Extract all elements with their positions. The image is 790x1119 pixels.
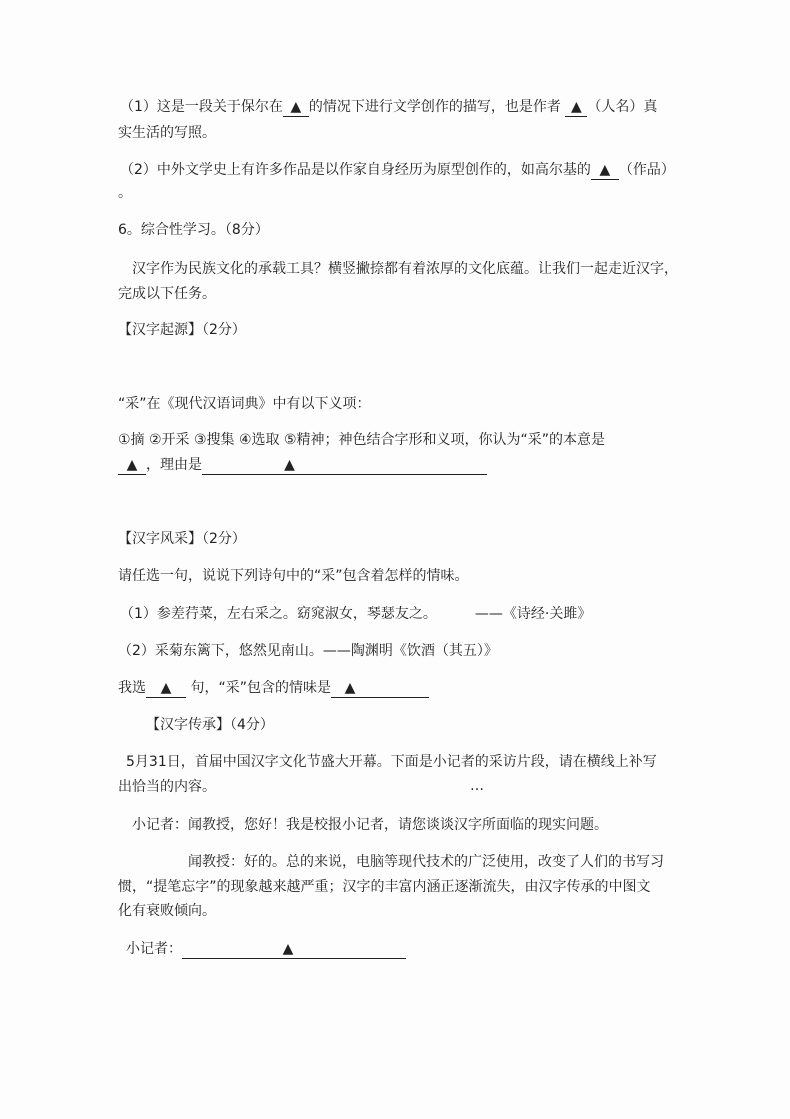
style-heading: 【汉字风采】（2分）: [118, 531, 246, 547]
style-poem1-text: （1）参差荇菜，左右采之。窈窕淑女，琴瑟友之。: [120, 606, 437, 622]
q5-sub2-line1: [120, 160, 675, 180]
q6-intro-line1: 汉字作为民族文化的承载工具？横竖撇捺都有着浓厚的文化底蕴。让我们一起走近汉字，: [132, 261, 678, 277]
q5-sub1-text-c: （人名）真: [587, 99, 658, 115]
q5-sub2-line2: 。: [118, 185, 132, 201]
origin-dict-line: “采”在《现代汉语词典》中有以下义项：: [118, 396, 371, 412]
inherit-prof-line3: 化有衰败倾向。: [118, 903, 216, 919]
origin-heading: 【汉字起源】（2分）: [118, 322, 246, 338]
q5-sub1-blank-1[interactable]: ▲: [283, 98, 309, 117]
style-answer-blank-2[interactable]: [331, 679, 429, 698]
inherit-reporter-answer-blank[interactable]: [182, 940, 406, 959]
q5-sub1-line1: [120, 97, 657, 117]
inherit-intro-line1: 5月31日，首届中国汉字文化节盛大开幕。下面是小记者的采访片段，请在横线上补写: [126, 754, 657, 770]
origin-reason-label: ，理由是: [146, 457, 202, 473]
origin-blank-2-mark: ▲: [284, 457, 295, 473]
origin-blank-2[interactable]: [202, 456, 487, 475]
q5-sub2-blank[interactable]: ▲: [591, 161, 619, 180]
q5-sub1-line2: 实生活的写照。: [118, 125, 216, 141]
inherit-reporter-answer: [126, 939, 406, 959]
style-poem1-source: ——《诗经·关雎》: [474, 606, 592, 622]
q5-sub2-text-a: （2）中外文学史上有许多作品是以作家自身经历为原型创作的，如高尔基的: [120, 162, 591, 178]
q5-sub1-text-a: （1）这是一段关于保尔在: [120, 99, 283, 115]
q6-heading: 6。综合性学习。（8分）: [118, 222, 269, 238]
inherit-reporter-answer-label: 小记者：: [126, 941, 182, 957]
inherit-reporter-line: 小记者：闻教授，您好！我是校报小记者，请您谈谈汉字所面临的现实问题。: [132, 817, 608, 833]
style-poem1: [120, 604, 591, 624]
inherit-prof-line1: 闻教授：好的。总的来说，电脑等现代技术的广泛使用，改变了人们的书写习: [188, 854, 664, 870]
origin-options-line: ①摘 ②开采 ③搜集 ④选取 ⑤精神；神色结合字形和义项，你认为“采”的本意是: [118, 432, 606, 448]
style-answer-text-a: 我选: [118, 680, 146, 696]
origin-answer-line: [118, 455, 487, 475]
style-answer-blank-2-mark: ▲: [344, 680, 356, 696]
inherit-reporter-answer-mark: ▲: [282, 941, 294, 957]
style-poem2: （2）采菊东篱下，悠然见南山。——陶渊明《饮酒（其五）》: [118, 643, 498, 659]
inherit-prof-line2: 惯，“提笔忘字”的现象越来越严重；汉字的丰富内涵正逐渐流失，由汉字传承的中图文: [118, 879, 651, 895]
style-answer-text-b: 句，“采”包含的情味是: [190, 680, 331, 696]
inherit-ellipsis: …: [470, 778, 484, 794]
q5-sub2-text-b: （作品）: [618, 162, 675, 178]
style-answer-blank-1[interactable]: ▲: [146, 679, 186, 698]
inherit-heading: 【汉字传承】（4分）: [146, 717, 274, 733]
q6-intro-line2: 完成以下任务。: [118, 286, 216, 302]
q5-sub1-blank-2[interactable]: ▲: [565, 98, 587, 117]
style-prompt: 请任选一句，说说下列诗句中的“采”包含着怎样的情味。: [118, 568, 469, 584]
q5-sub1-text-b: 的情况下进行文学创作的描写，也是作者: [308, 99, 561, 115]
style-answer-line: [118, 678, 429, 698]
origin-blank-1[interactable]: ▲: [118, 456, 146, 475]
inherit-intro-line2: 出恰当的内容。: [118, 779, 216, 795]
